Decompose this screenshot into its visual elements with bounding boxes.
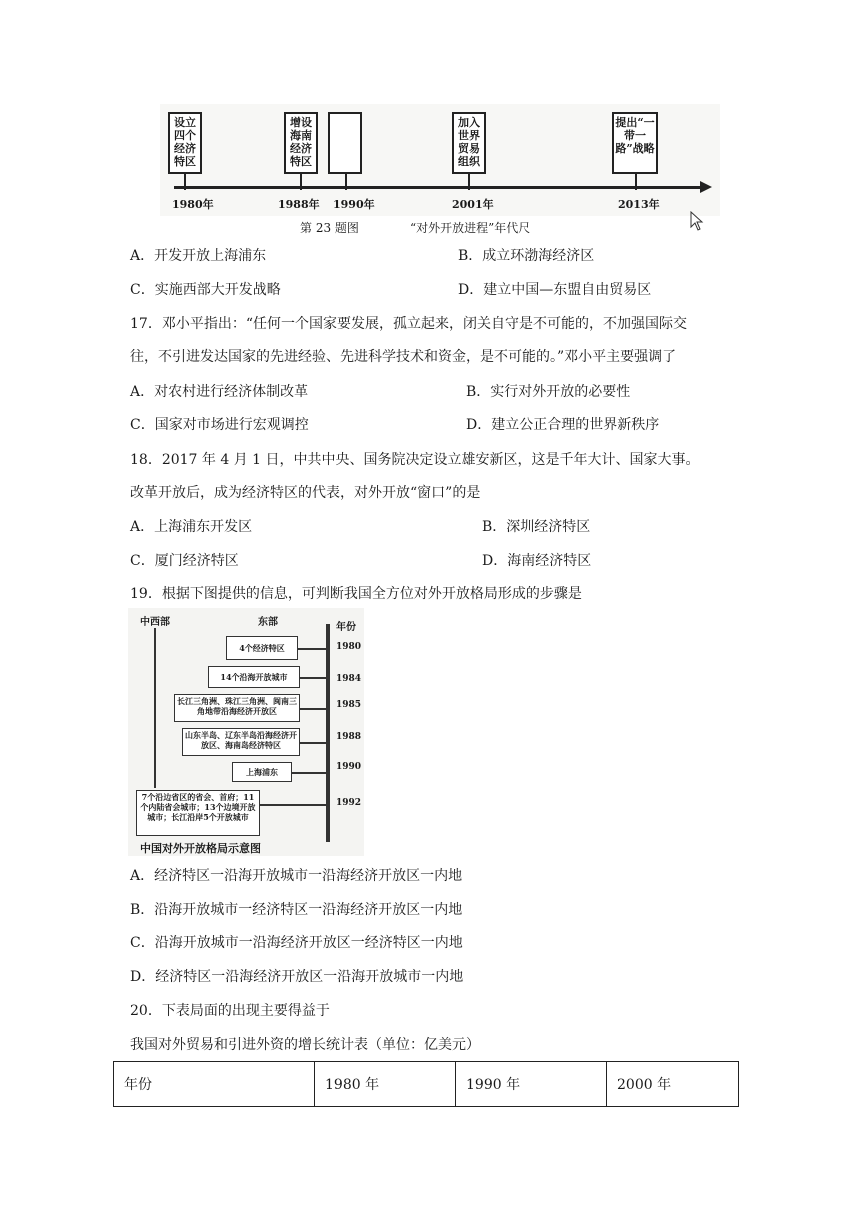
- q19-option-b[interactable]: B．沿海开放城市一经济特区一沿海经济开放区一内地: [130, 902, 463, 918]
- q17-option-d[interactable]: D．建立公正合理的世界新秩序: [466, 417, 660, 433]
- connector-line: [300, 677, 327, 679]
- table-header-cell: 年份: [114, 1062, 315, 1107]
- q19-option-a[interactable]: A．经济特区一沿海开放城市一沿海经济开放区一内地: [130, 868, 463, 884]
- timeline-box-1980: 设立四个经济特区: [168, 112, 202, 174]
- diagram-year: 1984: [336, 674, 362, 684]
- west-spine-line: [154, 628, 156, 788]
- year-axis-line: [326, 624, 328, 842]
- q16-option-c[interactable]: C．实施西部大开发战略: [130, 282, 281, 298]
- diagram-box-4-sez: 4个经济特区: [226, 636, 298, 660]
- timeline-year: 1988年: [278, 198, 320, 211]
- diagram-year: 1985: [336, 700, 362, 710]
- arrow-right-icon: [700, 181, 712, 193]
- q16-option-d[interactable]: D．建立中国—东盟自由贸易区: [458, 282, 652, 298]
- q18-stem-line2: 改革开放后，成为经济特区的代表，对外开放“窗口”的是: [130, 485, 481, 501]
- q19-option-d[interactable]: D．经济特区一沿海经济开放区一沿海开放城市一内地: [130, 969, 464, 985]
- q17-option-c[interactable]: C．国家对市场进行宏观调控: [130, 417, 309, 433]
- q19-option-c[interactable]: C．沿海开放城市一沿海经济开放区一经济特区一内地: [130, 935, 463, 951]
- table-row: [114, 1062, 739, 1107]
- q18-option-a[interactable]: A．上海浦东开发区: [130, 519, 253, 535]
- timeline-year: 2013年: [618, 198, 660, 211]
- diagram-caption: 中国对外开放格局示意图: [140, 842, 261, 855]
- q20-stem: 20．下表局面的出现主要得益于: [130, 1003, 330, 1019]
- timeline-year: 2001年: [452, 198, 494, 211]
- q18-stem-line1: 18．2017 年 4 月 1 日，中共中央、国务院决定设立雄安新区，这是千年大计、国家大事。: [130, 452, 700, 468]
- diagram-box-14-cities: 14个沿海开放城市: [208, 666, 300, 688]
- open-up-timeline-figure: [160, 104, 720, 216]
- figure-caption-number: 第 23 题图: [300, 221, 359, 235]
- timeline-box-2001: 加入世界贸易组织: [452, 112, 486, 174]
- timeline-box-1988: 增设海南经济特区: [284, 112, 318, 174]
- table-header-cell: 1980 年: [315, 1062, 456, 1107]
- q18-option-b[interactable]: B．深圳经济特区: [482, 519, 591, 535]
- connector-line: [260, 804, 327, 806]
- q18-option-d[interactable]: D．海南经济特区: [482, 553, 592, 569]
- diagram-box-pudong: 上海浦东: [232, 762, 292, 782]
- diagram-year: 1992: [336, 798, 362, 808]
- q18-option-c[interactable]: C．厦门经济特区: [130, 553, 239, 569]
- q17-option-a[interactable]: A．对农村进行经济体制改革: [130, 384, 309, 400]
- q16-option-b[interactable]: B．成立环渤海经济区: [458, 248, 595, 264]
- table-header-cell: 2000 年: [607, 1062, 739, 1107]
- q17-stem-line1: 17．邓小平指出：“任何一个国家要发展，孤立起来，闭关自守是不可能的，不加强国际交: [130, 316, 687, 332]
- q16-option-a[interactable]: A．开发开放上海浦东: [130, 248, 267, 264]
- connector-line: [300, 742, 327, 744]
- timeline-box-1990-blank: [328, 112, 362, 174]
- mouse-cursor-icon: [690, 211, 704, 231]
- diagram-year: 1990: [336, 762, 362, 772]
- column-header-west: 中西部: [140, 617, 170, 628]
- diagram-box-delta-zones: 长江三角洲、珠江三角洲、闽南三角地带沿海经济开放区: [174, 694, 300, 722]
- connector-line: [292, 772, 327, 774]
- q20-table-title: 我国对外贸易和引进外资的增长统计表（单位：亿美元）: [130, 1037, 480, 1053]
- diagram-year: 1980: [336, 642, 362, 652]
- diagram-year: 1988: [336, 732, 362, 742]
- column-header-east: 东部: [258, 617, 278, 628]
- diagram-box-peninsula-zones: 山东半岛、辽东半岛沿海经济开放区、海南岛经济特区: [182, 728, 300, 756]
- table-header-cell: 1990 年: [456, 1062, 607, 1107]
- timeline-year: 1990年: [333, 198, 375, 211]
- timeline-box-2013: 提出“一带一路”战略: [612, 112, 658, 174]
- q17-option-b[interactable]: B．实行对外开放的必要性: [466, 384, 631, 400]
- q19-stem: 19．根据下图提供的信息，可判断我国全方位对外开放格局形成的步骤是: [130, 586, 582, 602]
- connector-line: [298, 648, 327, 650]
- column-header-year: 年份: [336, 622, 356, 633]
- opening-pattern-diagram: [128, 608, 364, 856]
- trade-stats-table: [113, 1061, 739, 1107]
- figure-caption-title: “对外开放进程”年代尺: [410, 221, 531, 235]
- connector-line: [300, 708, 327, 710]
- diagram-box-inland: 7个沿边省区的省会、首府；11个内陆省会城市；13个边境开放城市；长江沿岸5个开放城市: [136, 790, 260, 836]
- q17-stem-line2: 往，不引进发达国家的先进经验、先进科学技术和资金，是不可能的。”邓小平主要强调了: [130, 349, 677, 365]
- year-axis-line: [328, 624, 330, 842]
- timeline-year: 1980年: [172, 198, 214, 211]
- timeline-axis: [174, 186, 704, 189]
